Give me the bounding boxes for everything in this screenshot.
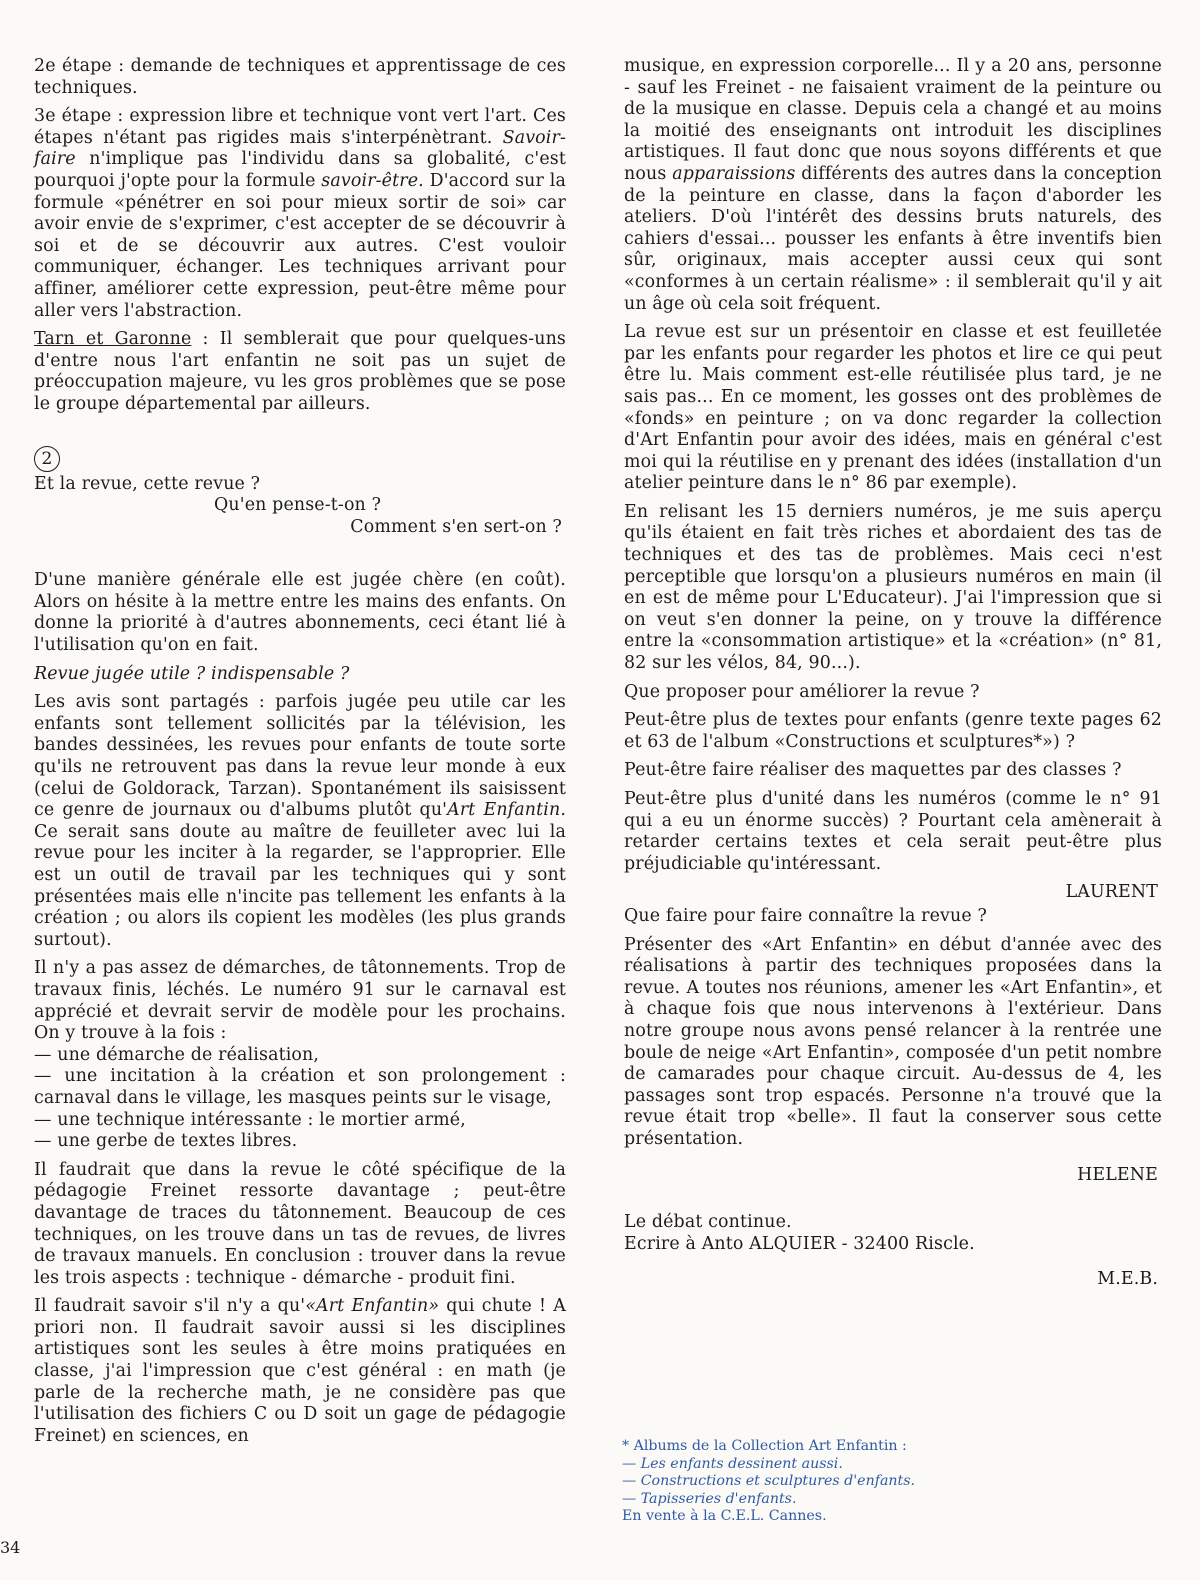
dash-list xyxy=(34,1045,566,1153)
circled-number: 2 xyxy=(34,446,60,472)
text: différents des autres dans la conception de la peinture en classe, dans la façon d'aborder les ateliers. D'où l'intérêt des dessins bruts naturels, des cahiers d'essai... pousser les enfants à être inventifs bien sûr, originaux, mais accepter aussi ceux qui sont «conformes à un certain réalisme» : il semblerait qu'il y ait un âge où cela soit fréquent. xyxy=(624,163,1163,314)
paragraph: Il faudrait que dans la revue le côté spécifique de la pédagogie Freinet ressorte davantage ; peut-être davantage de traces du tâtonnement. Beaucoup de ces techniques, on les trouve dans un tas de revues, de livres de travaux manuels. En conclusion : trouver dans la revue les trois aspects : technique - démarche - produit fini. xyxy=(34,1159,566,1288)
footnote-line: En vente à la C.E.L. Cannes. xyxy=(622,1508,827,1525)
italic-text: apparaissions xyxy=(672,163,796,184)
paragraph: Que faire pour faire connaître la revue ? xyxy=(624,905,987,926)
text: Il faudrait savoir s'il n'y a qu' xyxy=(34,1296,306,1317)
section-marker xyxy=(34,446,566,472)
question: Comment s'en sert-on ? xyxy=(350,516,562,537)
paragraph: Ecrire à Anto ALQUIER - 32400 Riscle. xyxy=(624,1233,975,1254)
left-column xyxy=(34,56,566,1454)
text: Les avis sont partagés : parfois jugée peu utile car les enfants sont tellement sollicités par la télévision, les bandes dessinées, les revues pour enfants de toute sorte qu'ils ne retrouvent pas dans la revue leur monde à eux (celui de Goldorack, Tarzan). Spontanément ils saisissent ce genre de journaux ou d'albums plutôt qu' xyxy=(34,692,566,821)
list-item: — une démarche de réalisation, xyxy=(34,1044,320,1065)
region-label: Tarn et Garonne xyxy=(34,329,192,350)
footnote-line: — Constructions et sculptures d'enfants. xyxy=(622,1473,916,1490)
paragraph xyxy=(624,56,1162,315)
footnote xyxy=(622,1438,952,1526)
text: n'implique pas l'individu dans sa globalité, c'est pourquoi j'opte pour la formule xyxy=(34,149,566,191)
footnote-line: — Tapisseries d'enfants. xyxy=(622,1490,797,1507)
signature: LAURENT xyxy=(1065,882,1158,903)
question: Qu'en pense-t-on ? xyxy=(214,495,382,516)
paragraph xyxy=(34,106,566,322)
italic-text: Savoir-faire xyxy=(34,127,567,170)
paragraph: Peut-être plus d'unité dans les numéros (comme le n° 91 qui a eu un énorme succès) ? Pourtant cela amènerait à retarder certains textes et cela serait peut-être plus préjudiciable qu'intéressant. xyxy=(624,789,1162,874)
signature: HELENE xyxy=(1077,1164,1158,1185)
paragraph: Il n'y a pas assez de démarches, de tâtonnements. Trop de travaux finis, léchés. Le numéro 91 sur le carnaval est apprécié et devrait servir de modèle pour les prochains. On y trouve à la fois : xyxy=(34,958,566,1044)
page-number: 34 xyxy=(0,1538,21,1557)
text: musique, en expression corporelle... Il y a 20 ans, personne - sauf les Freinet - ne faisaient vraiment de la peinture ou de la musique en classe. Depuis cela a changé et au moins la moitié des enseignants ont introduit les disciplines artistiques. Il faut donc que nous soyons différents et que nous xyxy=(624,56,1162,184)
footnote-line: * Albums de la Collection Art Enfantin : xyxy=(622,1438,907,1454)
list-item: — une gerbe de textes libres. xyxy=(34,1131,298,1152)
italic-text: «Art Enfantin» xyxy=(305,1296,440,1317)
paragraph: En relisant les 15 derniers numéros, je me suis aperçu qu'ils étaient en fait très riches et abordaient des tas de techniques et des tas de problèmes. Mais ceci n'est perceptible que lorsqu'on a plusieurs numéros en main (il en est de même pour L'Educateur). J'ai l'impression que si on veut s'en donner la peine, on y trouve la différence entre la «consommation artistique» et la «création» (n° 81, 82 sur les vélos, 84, 90...). xyxy=(624,501,1162,674)
question: Et la revue, cette revue ? xyxy=(34,473,261,494)
right-column xyxy=(624,56,1162,1291)
paragraph: D'une manière générale elle est jugée chère (en coût). Alors on hésite à la mettre entre les mains des enfants. On donne la priorité à d'autres abonnements, ceci étant lié à l'utilisation qu'on en fait. xyxy=(34,570,566,656)
paragraph xyxy=(34,692,566,951)
text: D'accord sur la formule «pénétrer en soi pour mieux sortir de soi» car avoir envie de s'exprimer, c'est accepter de se découvrir à soi et de se découvrir aux autres. C'est vouloir communiquer, échanger. Les techniques arrivant pour affiner, améliorer cette expression, peut-être même pour aller vers l'abstraction. xyxy=(34,170,566,321)
paragraph: Peut-être plus de textes pour enfants (genre texte pages 62 et 63 de l'album «Constructions et sculptures*») ? xyxy=(624,710,1162,752)
list-item: — une incitation à la création et son prolongement : carnaval dans le village, les masques peints sur le visage, xyxy=(34,1066,566,1108)
footnote-line: — Les enfants dessinent aussi. xyxy=(622,1455,843,1472)
text: Ce serait sans doute au maître de feuilleter avec lui la revue pour les inciter à la regarder, se l'approprier. Elle est un outil de travail par les techniques qui y sont présentées mais elle n'incite pas tellement les enfants à la création ; ou alors ils copient les modèles (les plus grands surtout). xyxy=(34,821,566,950)
paragraph xyxy=(34,329,566,415)
paragraph xyxy=(34,1296,566,1447)
text: 3e étape : expression libre et technique vont vert l'art. Ces étapes n'étant pas rigides mais s'interpénètrant. xyxy=(34,106,566,148)
paragraph: Que proposer pour améliorer la revue ? xyxy=(624,681,980,702)
text: qui chute ! A priori non. Il faudrait savoir aussi si les disciplines artistiques sont les seules à être moins pratiquées en classe, j'ai l'impression que c'est général : en math (je parle de la recherche math, je ne considère pas que l'utilisation des fichiers C ou D soit un gage de pédagogie Freinet) en sciences, en xyxy=(34,1296,567,1446)
italic-text: Revue jugée utile ? indispensable ? xyxy=(34,663,350,684)
paragraph: Peut-être faire réaliser des maquettes par des classes ? xyxy=(624,760,1122,781)
paragraph: Le débat continue. xyxy=(624,1212,792,1233)
list-item: — une technique intéressante : le mortier armé, xyxy=(34,1109,466,1130)
italic-text: Art Enfantin. xyxy=(447,800,566,821)
italic-text: savoir-être. xyxy=(321,170,424,191)
question-block xyxy=(34,474,566,539)
text: : Il semblerait que pour quelques-uns d'entre nous l'art enfantin ne soit pas un sujet de préoccupation majeure, vu les gros problèmes que se pose le groupe départemental par ailleurs. xyxy=(34,329,567,414)
subheading xyxy=(34,664,566,686)
paragraph: 2e étape : demande de techniques et apprentissage de ces techniques. xyxy=(34,56,566,98)
signature: M.E.B. xyxy=(1097,1269,1158,1290)
paragraph: Présenter des «Art Enfantin» en début d'année avec des réalisations à partir des techniques proposées dans la revue. A toutes nos réunions, amener les «Art Enfantin», et à chaque fois que nous intervenons à l'extérieur. Dans notre groupe nous avons pensé relancer à la rentrée une boule de neige «Art Enfantin», composée d'un petit nombre de camarades pour chaque circuit. Au-dessus de 4, les passages sont trop espacés. Personne n'a trouvé que la revue était trop «belle». Il faut la conserver sous cette présentation. xyxy=(624,934,1162,1149)
paragraph: La revue est sur un présentoir en classe et est feuilletée par les enfants pour regarder les photos et lire ce qui peut être lu. Mais comment est-elle réutilisée plus tard, je ne sais pas... En ce moment, les gosses ont des problèmes de «fonds» en peinture ; on va donc regarder la collection d'Art Enfantin pour avoir des idées, mais en général c'est moi qui la réutilise en y prenant des idées (installation d'un atelier peinture dans le n° 86 par exemple). xyxy=(624,322,1162,494)
